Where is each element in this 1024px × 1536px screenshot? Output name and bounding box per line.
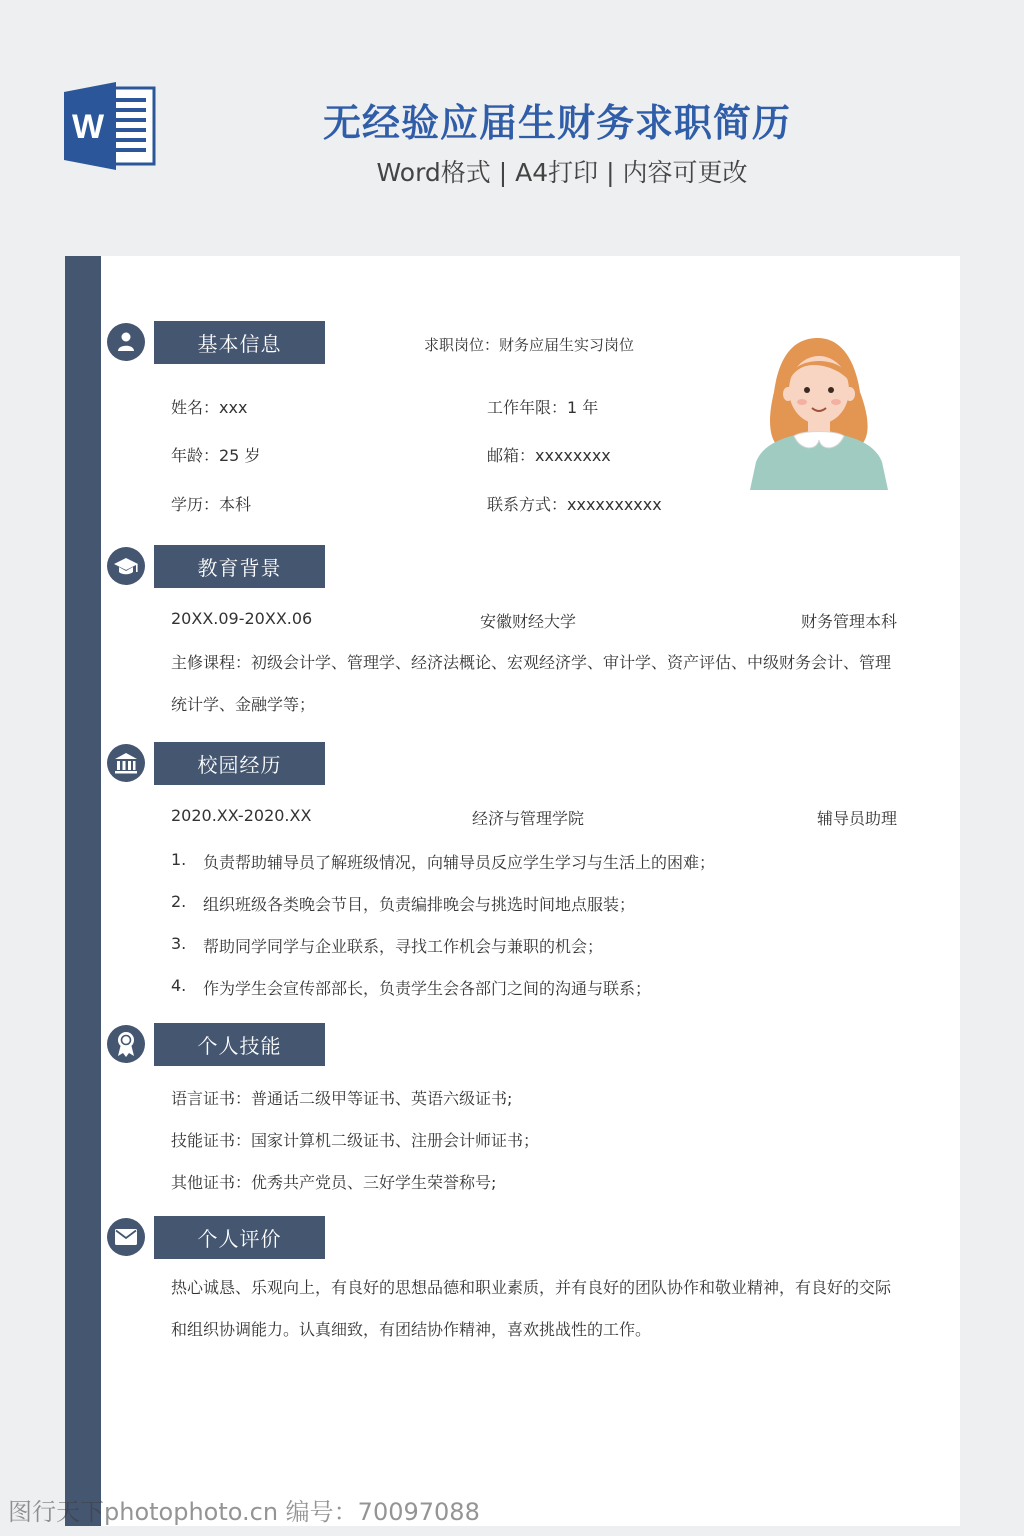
campus-item: 组织班级各类晚会节目，负责编排晚会与挑选时间地点服装；: [203, 895, 636, 914]
evaluation-text: 热心诚恳、乐观向上，有良好的思想品德和职业素质，并有良好的团队协作和敬业精神，有良好的交际和组织协调能力。认真细致，有团结协作精神，喜欢挑战性的工作。: [171, 1278, 892, 1339]
degree-field: 学历：本科: [171, 495, 252, 514]
campus-item: 作为学生会宣传部部长，负责学生会各部门之间的沟通与联系；: [203, 979, 652, 998]
section-heading-basic: 基本信息: [154, 321, 325, 364]
education-period: 20XX.09-20XX.06: [171, 609, 313, 628]
section-heading-skills: 个人技能: [154, 1023, 325, 1066]
svg-text:W: W: [71, 108, 105, 146]
campus-item: 帮助同学同学与企业联系，寻找工作机会与兼职的机会；: [203, 937, 604, 956]
page-subtitle: Word格式 | A4打印 | 内容可更改: [376, 158, 748, 187]
work-years-field: 工作年限：1 年: [487, 398, 599, 417]
name-field: 姓名：xxx: [171, 398, 248, 417]
envelope-icon: [107, 1218, 145, 1256]
campus-item: 负责帮助辅导员了解班级情况，向辅导员反应学生学习与生活上的困难；: [203, 853, 716, 872]
campus-period: 2020.XX-2020.XX: [171, 806, 312, 825]
campus-role: 辅导员助理: [816, 809, 897, 828]
campus-org: 经济与管理学院: [472, 809, 585, 828]
bank-icon: [107, 744, 145, 782]
avatar: [750, 332, 888, 490]
campus-item-number: 1.: [171, 850, 187, 869]
campus-item-number: 2.: [171, 892, 187, 911]
skills-line: 技能证书：国家计算机二级证书、注册会计师证书；: [171, 1131, 540, 1150]
campus-item-number: 4.: [171, 976, 187, 995]
education-school: 安徽财经大学: [480, 612, 577, 631]
skills-line: 其他证书：优秀共产党员、三好学生荣誉称号;: [171, 1173, 497, 1192]
age-field: 年龄：25 岁: [171, 446, 261, 465]
skills-line: 语言证书：普通话二级甲等证书、英语六级证书;: [171, 1089, 513, 1108]
person-icon: [107, 323, 145, 361]
graduation-cap-icon: [107, 547, 145, 585]
page-title: 无经验应届生财务求职简历: [322, 101, 791, 145]
education-courses: 主修课程：初级会计学、管理学、经济法概论、宏观经济学、审计学、资产评估、中级财务会计、管理统计学、金融学等；: [171, 653, 892, 714]
section-heading-campus: 校园经历: [154, 742, 325, 785]
job-target: 求职岗位：财务应届生实习岗位: [424, 336, 635, 354]
campus-item-number: 3.: [171, 934, 187, 953]
contact-field: 联系方式：xxxxxxxxxx: [487, 495, 662, 514]
section-heading-education: 教育背景: [154, 545, 325, 588]
side-bar: [65, 256, 101, 1526]
award-ribbon-icon: [107, 1025, 145, 1063]
section-heading-evaluation: 个人评价: [154, 1216, 325, 1259]
watermark: 图行天下photophoto.cn 编号：70097088: [8, 1498, 480, 1526]
page-header: [0, 0, 1024, 250]
email-field: 邮箱：xxxxxxxx: [487, 446, 611, 465]
resume-paper: [65, 256, 960, 1526]
education-major: 财务管理本科: [800, 612, 897, 631]
